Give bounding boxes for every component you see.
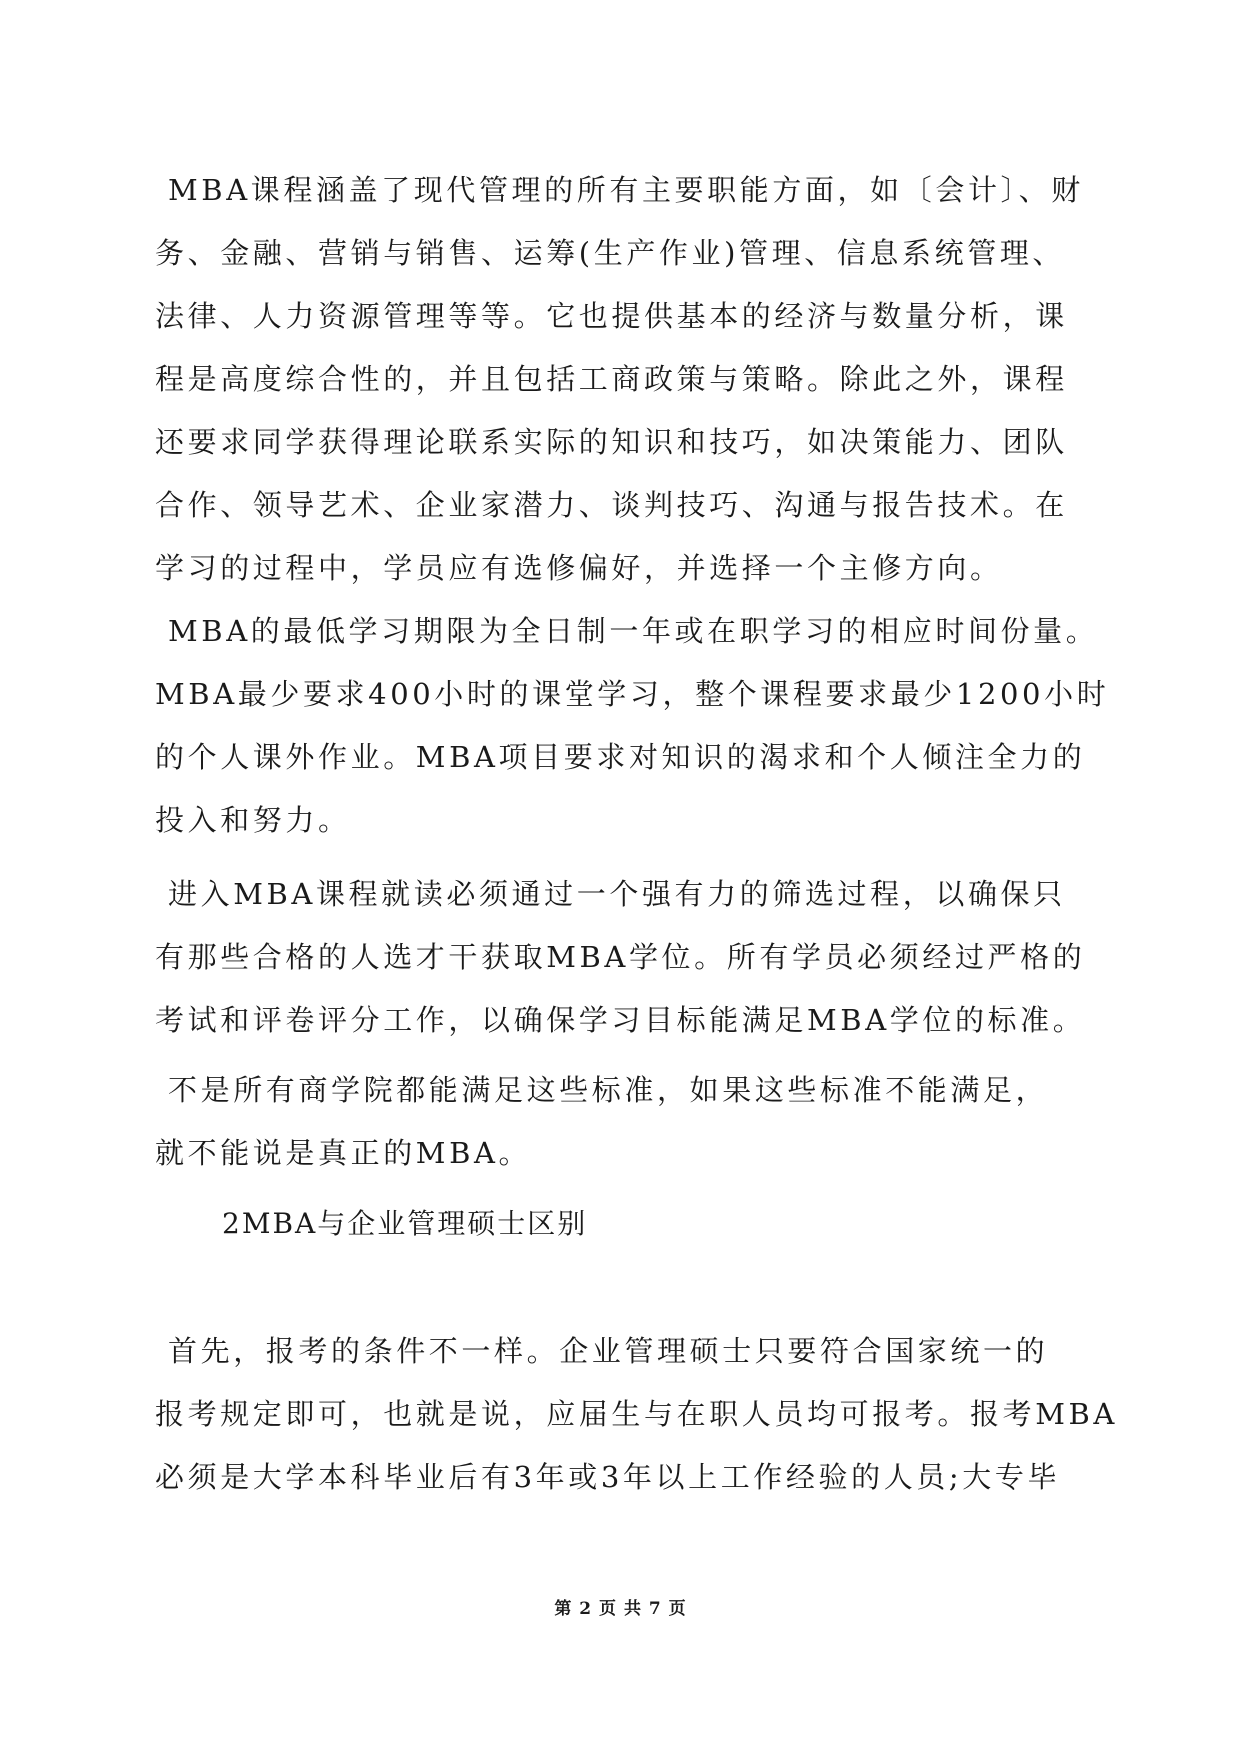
text-line: 报考规定即可，也就是说，应届生与在职人员均可报考。报考MBA <box>155 1397 1118 1431</box>
text-line: 投入和努力。 <box>155 803 351 837</box>
text-line: 进入MBA课程就读必须通过一个强有力的筛选过程，以确保只 <box>168 877 1066 911</box>
text-line: 不是所有商学院都能满足这些标准，如果这些标准不能满足， <box>168 1073 1049 1107</box>
page-footer: 第 2 页 共 7 页 <box>554 1599 687 1619</box>
text-line: MBA的最低学习期限为全日制一年或在职学习的相应时间份量。 <box>168 614 1099 648</box>
text-line: 程是高度综合性的，并且包括工商政策与策略。除此之外，课程 <box>155 362 1068 396</box>
text-line: 务、金融、营销与销售、运筹(生产作业)管理、信息系统管理、 <box>155 236 1066 270</box>
text-line: 法律、人力资源管理等等。它也提供基本的经济与数量分析，课 <box>155 299 1068 333</box>
text-line: 就不能说是真正的MBA。 <box>155 1136 532 1170</box>
text-line: MBA课程涵盖了现代管理的所有主要职能方面，如〔会计〕、财 <box>168 173 1084 207</box>
text-line: 学习的过程中，学员应有选修偏好，并选择一个主修方向。 <box>155 551 1003 585</box>
section-heading: 2MBA与企业管理硕士区别 <box>222 1207 588 1240</box>
text-line: 还要求同学获得理论联系实际的知识和技巧，如决策能力、团队 <box>155 425 1068 459</box>
text-line: 必须是大学本科毕业后有3年或3年以上工作经验的人员;大专毕 <box>155 1460 1061 1494</box>
text-line: 合作、领导艺术、企业家潜力、谈判技巧、沟通与报告技术。在 <box>155 488 1068 522</box>
text-line: MBA最少要求400小时的课堂学习，整个课程要求最少1200小时 <box>155 677 1110 711</box>
text-line: 首先，报考的条件不一样。企业管理硕士只要符合国家统一的 <box>168 1334 1049 1368</box>
text-line: 有那些合格的人选才干获取MBA学位。所有学员必须经过严格的 <box>155 940 1086 974</box>
text-line: 考试和评卷评分工作，以确保学习目标能满足MBA学位的标准。 <box>155 1003 1086 1037</box>
text-line: 的个人课外作业。MBA项目要求对知识的渴求和个人倾注全力的 <box>155 740 1086 774</box>
